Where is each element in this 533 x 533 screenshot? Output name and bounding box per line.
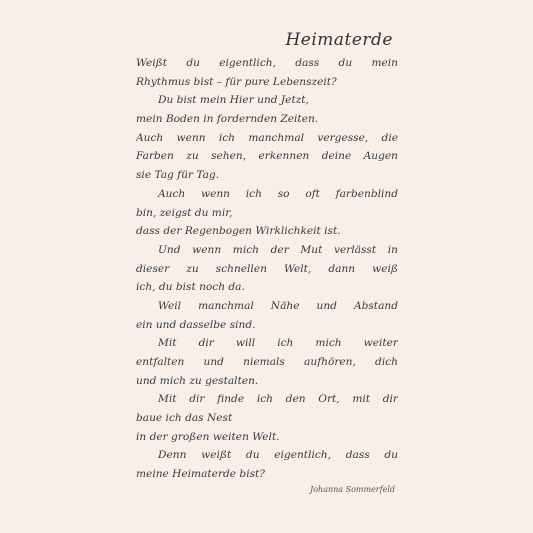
poem-line bbox=[136, 428, 398, 447]
poem-line bbox=[136, 278, 398, 297]
poem-line bbox=[136, 73, 398, 92]
poem-line-text: Auch wenn ich manchmal vergesse, die bbox=[136, 131, 398, 144]
poem-line-text: Mit dir finde ich den Ort, mit dir bbox=[158, 393, 398, 406]
poem-line bbox=[136, 91, 398, 110]
poem-line bbox=[136, 446, 398, 465]
poem-author: Johanna Sommerfeld bbox=[310, 485, 395, 494]
poem-line-text: Weil manchmal Nähe und Abstand bbox=[158, 299, 398, 312]
poem-line-text: Und wenn mich der Mut verlässt in bbox=[158, 243, 398, 256]
poem-line-text: dieser zu schnellen Welt, dann weiß bbox=[136, 262, 398, 275]
poem-line bbox=[136, 465, 398, 484]
poem-line bbox=[136, 334, 398, 353]
poem-title: Heimaterde bbox=[285, 30, 393, 50]
poem-line-text: Denn weißt du eigentlich, dass du bbox=[158, 449, 398, 462]
poem-line bbox=[136, 297, 398, 316]
poem-line-text: sie Tag für Tag. bbox=[136, 169, 220, 182]
poem-line bbox=[136, 316, 398, 335]
poem-line bbox=[136, 166, 398, 185]
poem-body bbox=[136, 54, 398, 484]
poem-line bbox=[136, 353, 398, 372]
poem-line bbox=[136, 241, 398, 260]
poem-line-text: ein und dasselbe sind. bbox=[136, 318, 256, 331]
poem-line-text: entfalten und niemals aufhören, dich bbox=[136, 356, 398, 368]
poem-line bbox=[136, 222, 398, 241]
poem-line bbox=[136, 147, 398, 166]
poem-line-text: Auch wenn ich so oft farbenblind bbox=[158, 187, 398, 200]
poem-line-text: in der großen weiten Welt. bbox=[136, 430, 280, 443]
poem-line bbox=[136, 390, 398, 409]
poem-line-text: Weißt du eigentlich, dass du mein bbox=[136, 57, 398, 69]
poem-line bbox=[136, 185, 398, 204]
poem-line-text: meine Heimaterde bist? bbox=[136, 468, 265, 481]
poem-line-text: Farben zu sehen, erkennen deine Augen bbox=[136, 150, 398, 163]
poem-line-text: baue ich das Nest bbox=[136, 412, 233, 425]
poem-line-text: und mich zu gestalten. bbox=[136, 374, 259, 387]
poem-line bbox=[136, 204, 398, 223]
poem-line bbox=[136, 372, 398, 391]
poem-line-text: Rhythmus bist – für pure Lebenszeit? bbox=[136, 75, 337, 88]
poem-line-text: bin, zeigst du mir, bbox=[136, 206, 233, 219]
poem-line bbox=[136, 110, 398, 129]
poem-line bbox=[136, 260, 398, 279]
poem-line bbox=[136, 409, 398, 428]
poem-line bbox=[136, 54, 398, 73]
poem-line-text: mein Boden in fordernden Zeiten. bbox=[136, 113, 319, 126]
poem-line bbox=[136, 129, 398, 148]
poem-line-text: ich, du bist noch da. bbox=[136, 281, 245, 294]
poem-line-text: Du bist mein Hier und Jetzt, bbox=[158, 94, 309, 107]
poem-line-text: dass der Regenbogen Wirklichkeit ist. bbox=[136, 225, 341, 238]
poem-line-text: Mit dir will ich mich weiter bbox=[158, 337, 398, 350]
